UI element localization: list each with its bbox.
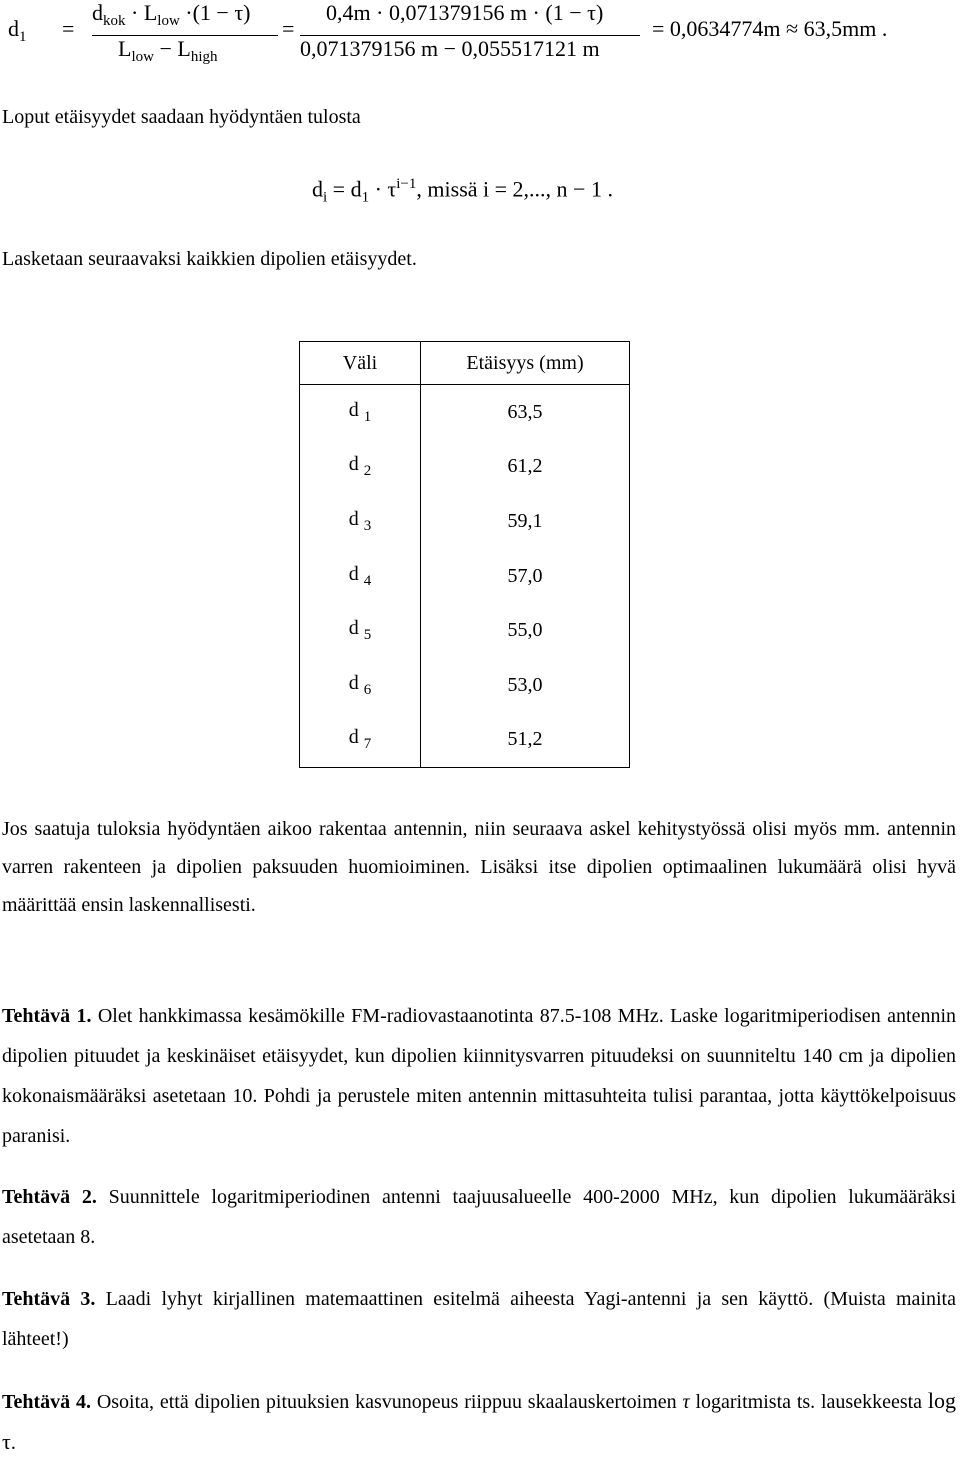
interval-sub: 5 xyxy=(363,627,372,644)
table-cell-interval xyxy=(300,658,421,713)
task-4-tau: τ xyxy=(682,1391,690,1413)
table-header-vali: Väli xyxy=(300,342,421,385)
eq1-result: = 0,0634774m ≈ 63,5mm . xyxy=(652,16,888,41)
equation-1 xyxy=(0,0,960,70)
interval-var: d xyxy=(348,726,359,749)
interval-sub: 6 xyxy=(363,681,372,698)
task-4-text-a: Osoita, että dipolien pituuksien kasvunopeus riippuu skaalauskertoimen xyxy=(91,1391,683,1413)
interval-var: d xyxy=(348,453,359,476)
eq2-rhs-d: = d xyxy=(327,176,362,202)
table-cell-distance: 61,2 xyxy=(507,455,543,478)
text-lasketaan: Lasketaan seuraavaksi kaikkien dipolien etäisyydet. xyxy=(2,248,417,270)
text-loput: Loput etäisyydet saadaan hyödyntäen tulosta xyxy=(2,106,361,128)
equation-2 xyxy=(312,176,613,206)
eq1-frac2-numerator: 0,4m · 0,071379156 m · (1 − τ) xyxy=(326,0,604,25)
task-4-label: Tehtävä 4. xyxy=(2,1391,91,1413)
frac1-num-L: L xyxy=(143,0,158,25)
interval-sub: 2 xyxy=(363,463,372,480)
eq2-lhs-var: d xyxy=(312,176,323,202)
eq2-tail: , missä i = 2,..., n − 1 . xyxy=(416,176,613,202)
task-1-label: Tehtävä 1. xyxy=(2,1005,92,1027)
interval-var: d xyxy=(348,617,359,640)
table-cell-interval xyxy=(300,494,421,549)
table-row xyxy=(300,713,630,768)
interval-sub: 3 xyxy=(363,517,372,534)
interval-var: d xyxy=(348,671,359,694)
task-4-log: log τ xyxy=(2,1388,956,1454)
table-cell-interval xyxy=(300,385,421,440)
eq2-tau: · τ xyxy=(369,176,397,202)
frac1-num-var: d xyxy=(92,0,103,25)
table-cell-distance: 59,1 xyxy=(507,509,543,532)
frac1-den-minus: − xyxy=(153,36,178,61)
task-4-text-b: logaritmista ts. lausekkeesta xyxy=(689,1391,928,1413)
table-row xyxy=(300,549,630,604)
frac1-den-sub2: high xyxy=(190,49,218,65)
table-header-etaisyys: Etäisyys (mm) xyxy=(421,342,630,385)
interval-var: d xyxy=(348,562,359,585)
frac1-den-sub1: low xyxy=(131,49,154,65)
distance-table xyxy=(299,341,630,768)
eq1-lhs-var: d xyxy=(8,16,19,41)
eq2-lhs-sub: i xyxy=(323,189,328,206)
interval-var: d xyxy=(348,398,359,421)
task-3-text: Laadi lyhyt kirjallinen matemaattinen esitelmä aiheesta Yagi-antenni ja sen käyttö. (Muista mainita lähteet!) xyxy=(2,1288,956,1350)
eq1-lhs xyxy=(8,16,27,46)
task-2 xyxy=(2,1177,956,1257)
table-row xyxy=(300,385,630,440)
frac1-num-tail: ·(1 − τ) xyxy=(185,0,251,25)
table-cell-interval xyxy=(300,440,421,495)
frac1-den-L2: L xyxy=(177,36,191,61)
task-1-text: Olet hankkimassa kesämökille FM-radiovastaanotinta 87.5-108 MHz. Laske logaritmiperiodisen antennin dipolien pituudet ja keskinäiset etäisyydet, kun dipolien kiinnitysvarren pituudeksi on suunniteltu 140 cm ja dipolien kokonaismääräksi asetetaan 10. Pohdi ja perustele miten antennin mittasuhteita tulisi parantaa, jotta käyttökelpoisuus paranisi. xyxy=(2,1005,957,1147)
eq1-equals-2: = xyxy=(282,16,295,41)
table-cell-interval xyxy=(300,603,421,658)
task-3-label: Tehtävä 3. xyxy=(2,1288,96,1310)
table-cell-distance: 53,0 xyxy=(507,673,543,696)
task-1 xyxy=(2,996,956,1156)
interval-sub: 7 xyxy=(363,736,372,753)
table-row xyxy=(300,603,630,658)
table-row xyxy=(300,440,630,495)
task-2-text: Suunnittele logaritmiperiodinen antenni taajuusalueelle 400-2000 MHz, kun dipolien lukumääräksi asetetaan 8. xyxy=(2,1186,957,1248)
eq1-frac2-denominator: 0,071379156 m − 0,055517121 m xyxy=(300,36,600,61)
table-cell-interval xyxy=(300,549,421,604)
table-header-row xyxy=(300,342,630,385)
table-cell-distance: 51,2 xyxy=(507,728,543,751)
table-row xyxy=(300,658,630,713)
interval-sub: 1 xyxy=(363,408,372,425)
eq1-frac1-denominator xyxy=(118,36,218,66)
table-cell-interval xyxy=(300,713,421,768)
task-3 xyxy=(2,1279,956,1359)
eq2-rhs-sub: 1 xyxy=(361,189,370,206)
frac1-num-dot: · xyxy=(131,0,139,25)
eq2-exponent: i−1 xyxy=(396,176,417,192)
frac1-num-sub-low: low xyxy=(157,13,180,29)
eq1-frac1-numerator xyxy=(92,0,251,30)
frac1-num-sub-kok: kok xyxy=(103,13,126,29)
interval-sub: 4 xyxy=(363,572,372,589)
table-cell-distance: 63,5 xyxy=(507,400,543,423)
interval-var: d xyxy=(348,507,359,530)
table-cell-distance: 57,0 xyxy=(507,564,543,587)
table-row xyxy=(300,494,630,549)
table-cell-distance: 55,0 xyxy=(507,619,543,642)
eq1-lhs-sub: 1 xyxy=(19,29,27,45)
task-4 xyxy=(2,1381,956,1463)
task-2-label: Tehtävä 2. xyxy=(2,1186,97,1208)
frac1-den-L1: L xyxy=(118,36,132,61)
paragraph-jos: Jos saatuja tuloksia hyödyntäen aikoo rakentaa antennin, niin seuraava askel kehitystyössä olisi myös mm. antennin varren rakenteen ja dipolien paksuuden huomioiminen. Lisäksi itse dipolien optimaalinen lukumäärä olisi hyvä määrittää ensin laskennallisesti. xyxy=(2,818,956,916)
eq1-equals-1: = xyxy=(62,16,75,41)
task-4-end: . xyxy=(10,1432,16,1454)
